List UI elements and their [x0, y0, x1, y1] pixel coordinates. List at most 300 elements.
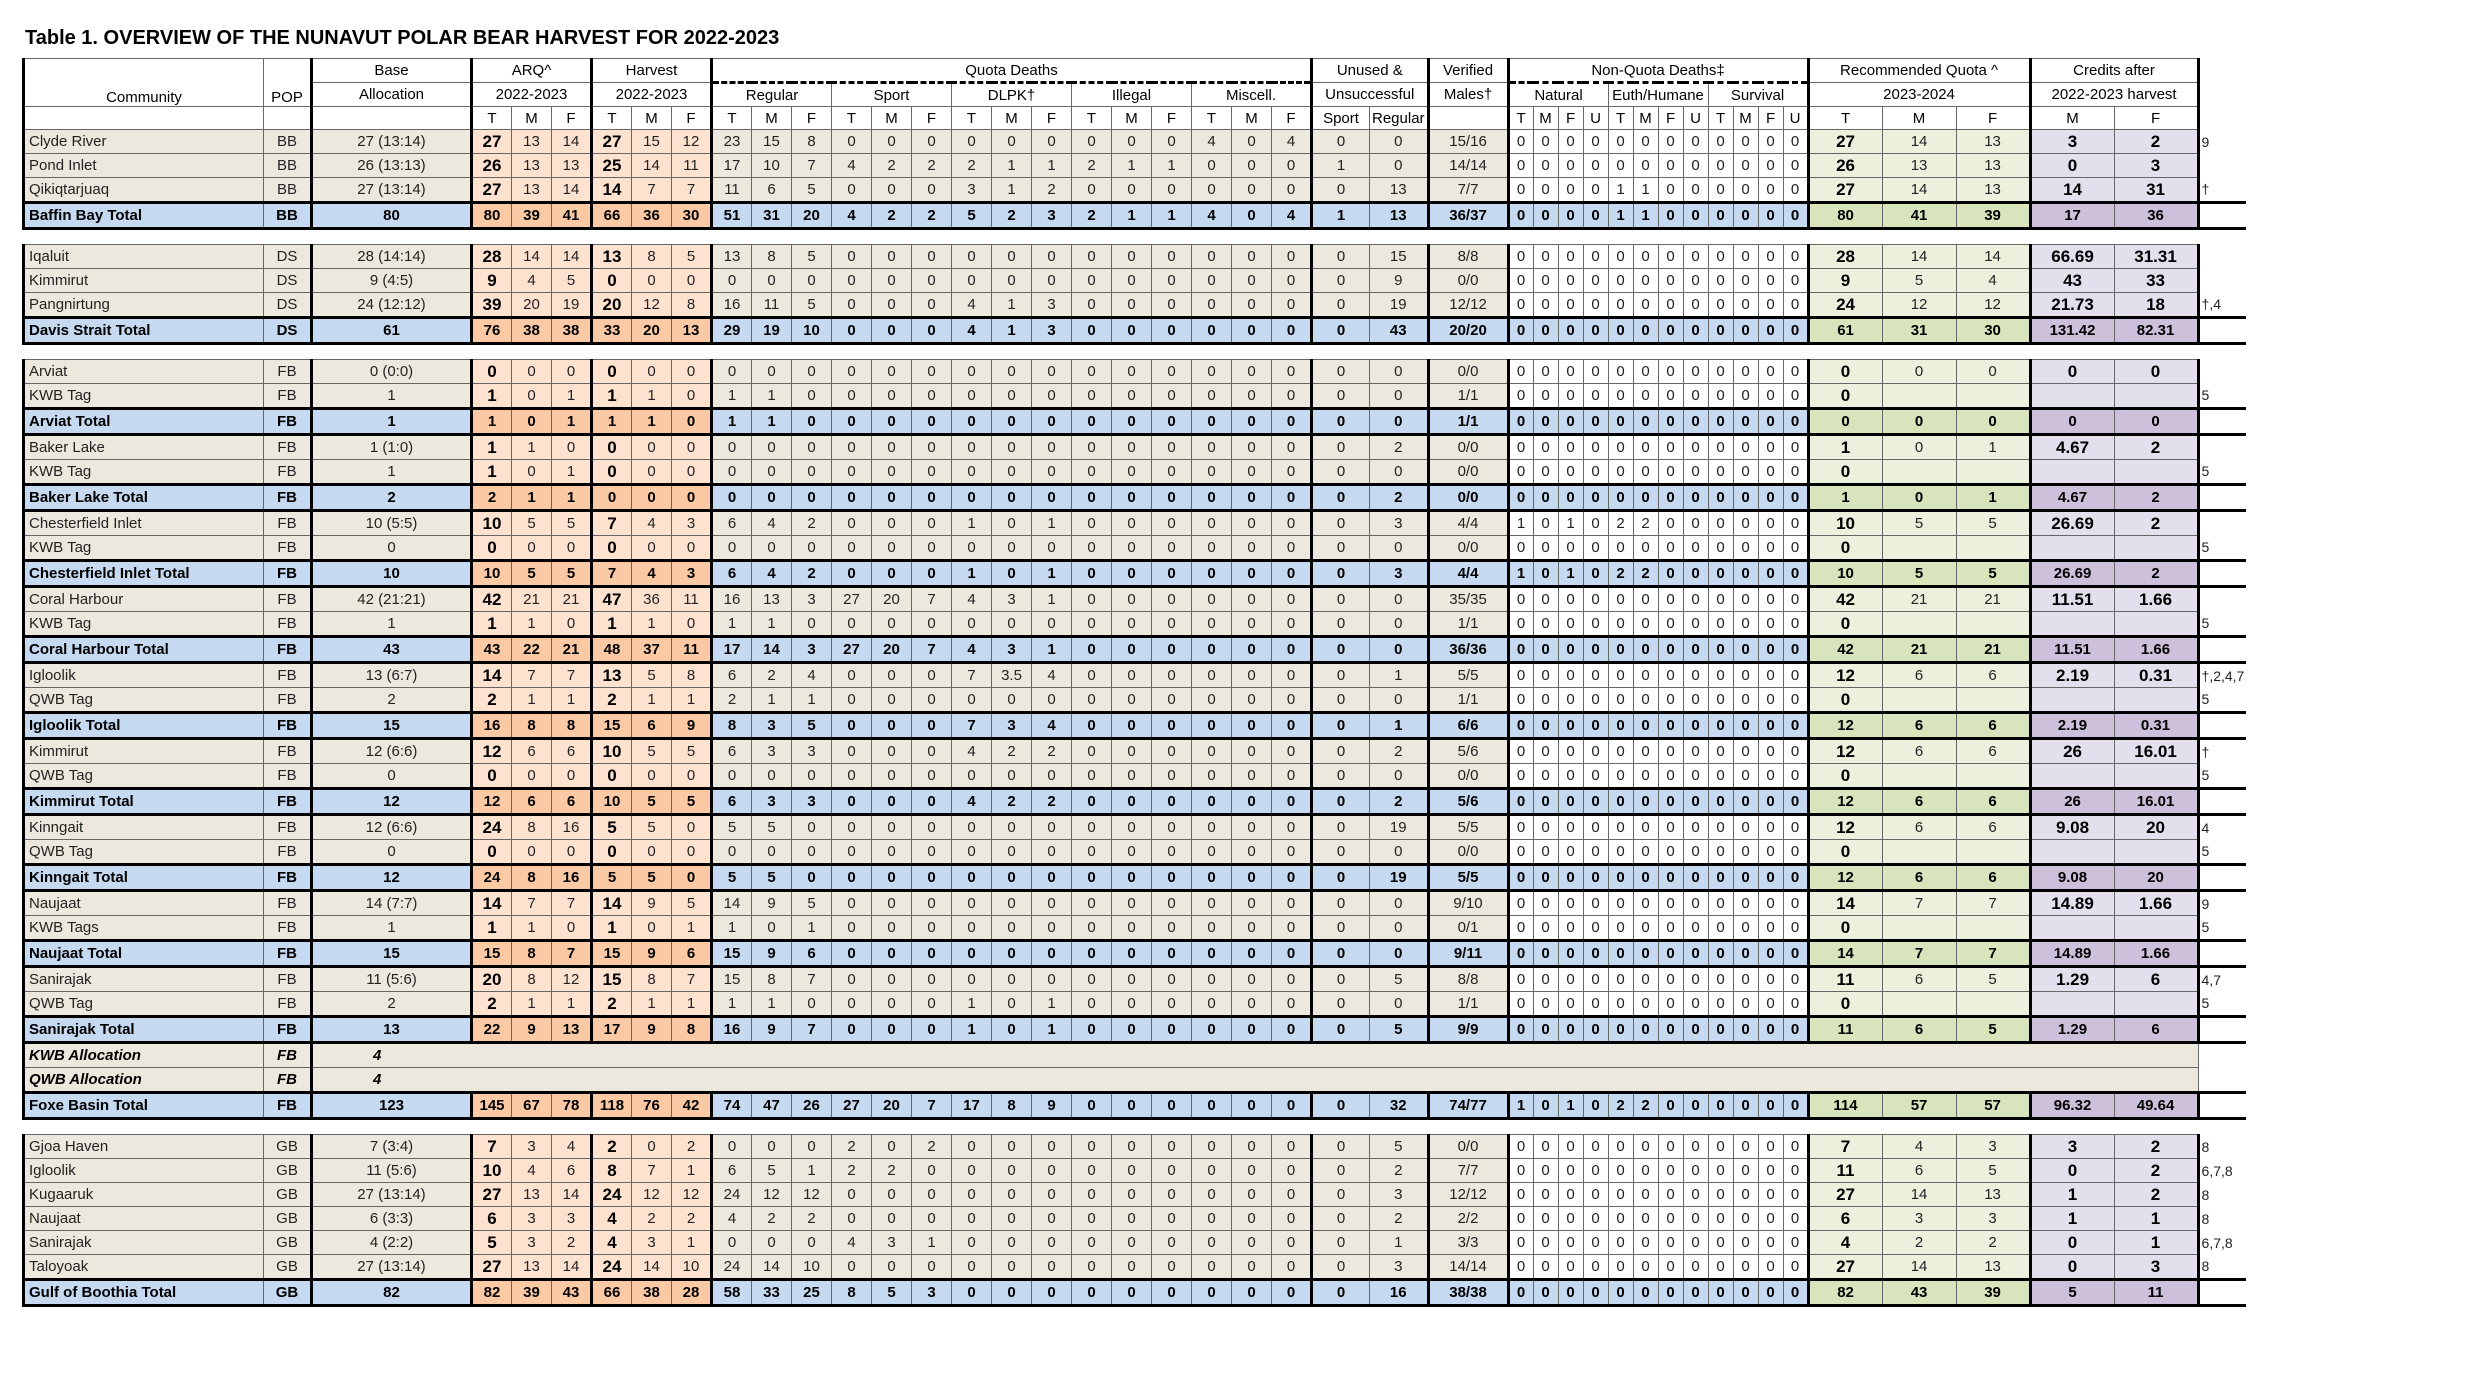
value-cell: 0 [1072, 130, 1112, 154]
value-cell: 0 [1533, 789, 1558, 815]
subheader-cell: F [1152, 107, 1192, 130]
value-cell: 8/8 [1428, 245, 1508, 269]
value-cell: 0 [1708, 130, 1733, 154]
value-cell: 0 [1312, 688, 1370, 713]
value-cell: 12 [792, 1183, 832, 1207]
value-cell: 0 [1783, 967, 1808, 992]
value-cell: 0 [872, 245, 912, 269]
value-cell: 16 [712, 587, 752, 612]
value-cell: 24 (12:12) [312, 293, 472, 318]
value-cell: 6 [472, 1207, 512, 1231]
value-cell: 0 [1783, 536, 1808, 561]
value-cell: 15 [1370, 245, 1429, 269]
value-cell: 4 [1032, 663, 1072, 688]
value-cell: 0 [1152, 384, 1192, 409]
value-cell: 0 [1152, 1159, 1192, 1183]
community-row [24, 1207, 2247, 1231]
value-cell: 0 [1072, 612, 1112, 637]
value-cell: 9/9 [1428, 1017, 1508, 1043]
pop-cell: GB [264, 1255, 312, 1280]
total-row [24, 561, 2247, 587]
value-cell: 0 [1783, 865, 1808, 891]
value-cell: 12 [1808, 865, 1882, 891]
value-cell: 0 [1533, 269, 1558, 293]
value-cell: 0 [1032, 891, 1072, 916]
value-cell: 2 [2114, 1159, 2198, 1183]
value-cell [1956, 612, 2030, 637]
footnote-ref: †,4 [2198, 293, 2246, 318]
footnote-ref [2198, 1093, 2246, 1119]
value-cell: 0 [1633, 992, 1658, 1017]
value-cell: 0 [1192, 293, 1232, 318]
value-cell: 7 [792, 967, 832, 992]
value-cell: 4 [952, 587, 992, 612]
value-cell: 36 [2114, 203, 2198, 229]
value-cell: 0 [1152, 967, 1192, 992]
value-cell: 2 [1072, 154, 1112, 178]
value-cell: 0 [1072, 1093, 1112, 1119]
value-cell: 27 [832, 587, 872, 612]
value-cell: 0 [1608, 1280, 1633, 1306]
value-cell: 4.67 [2030, 485, 2114, 511]
value-cell: 0 [872, 612, 912, 637]
value-cell: 0 [1192, 536, 1232, 561]
value-cell: 31.31 [2114, 245, 2198, 269]
value-cell: 0 [1733, 637, 1758, 663]
value-cell: 0 [1658, 764, 1683, 789]
value-cell: 0 [1658, 789, 1683, 815]
value-cell: 0 [1808, 916, 1882, 941]
value-cell: 0 [1312, 840, 1370, 865]
value-cell: 0 [752, 435, 792, 460]
value-cell: 0 [992, 511, 1032, 536]
value-cell: 0 [1558, 992, 1583, 1017]
value-cell: 0 [1533, 815, 1558, 840]
value-cell: 0 [1112, 1207, 1152, 1231]
value-cell: 6 [1882, 865, 1956, 891]
value-cell: 3 [752, 713, 792, 739]
pop-cell: FB [264, 713, 312, 739]
pop-cell: FB [264, 815, 312, 840]
value-cell: 0 [1152, 293, 1192, 318]
value-cell: 0/0 [1428, 485, 1508, 511]
value-cell: 0 [1508, 1183, 1533, 1207]
value-cell: 0 [1508, 536, 1533, 561]
header-illegal: Illegal [1072, 83, 1192, 107]
pop-cell: FB [264, 865, 312, 891]
value-cell: 1 [1032, 992, 1072, 1017]
value-cell: 1 [312, 612, 472, 637]
value-cell: 43 [472, 637, 512, 663]
value-cell: 5 [1370, 967, 1429, 992]
value-cell: 0 [1533, 384, 1558, 409]
value-cell: 0 [1758, 1159, 1783, 1183]
value-cell: 15 [752, 130, 792, 154]
value-cell: 0 [792, 992, 832, 1017]
value-cell: 0 [672, 612, 712, 637]
value-cell [2030, 536, 2114, 561]
value-cell [1956, 840, 2030, 865]
value-cell: 0 [1272, 269, 1312, 293]
value-cell: 0 [1232, 178, 1272, 203]
value-cell: 0 [992, 992, 1032, 1017]
value-cell: 0 [1783, 384, 1808, 409]
value-cell: 0 [1112, 384, 1152, 409]
value-cell: 27 [592, 130, 632, 154]
value-cell: 0 [1783, 511, 1808, 536]
pop-cell: BB [264, 154, 312, 178]
value-cell: 0 [1708, 967, 1733, 992]
value-cell: 1 [1633, 203, 1658, 229]
value-cell: 0 [1032, 865, 1072, 891]
value-cell: 0 [1633, 764, 1658, 789]
value-cell: 1 [672, 992, 712, 1017]
value-cell [1882, 536, 1956, 561]
value-cell: 26 (13:13) [312, 154, 472, 178]
value-cell: 0 [632, 269, 672, 293]
value-cell: 0 [832, 992, 872, 1017]
value-cell: 0 [1192, 435, 1232, 460]
value-cell: 13 [752, 587, 792, 612]
community-name: Clyde River [24, 130, 264, 154]
value-cell: 42 [472, 587, 512, 612]
value-cell: 1 [752, 992, 792, 1017]
footnote-ref [2198, 789, 2246, 815]
value-cell: 6 [672, 941, 712, 967]
value-cell: 4 [1192, 203, 1232, 229]
community-name: Naujaat Total [24, 941, 264, 967]
value-cell: 0 [472, 764, 512, 789]
value-cell: 0 [472, 536, 512, 561]
value-cell: 0 [472, 840, 512, 865]
value-cell: 0 [1583, 269, 1608, 293]
value-cell: 0 [1112, 891, 1152, 916]
value-cell: 0 [1232, 1255, 1272, 1280]
pop-cell: FB [264, 637, 312, 663]
value-cell: 13 [512, 130, 552, 154]
value-cell: 0 [1072, 1017, 1112, 1043]
value-cell: 43 [312, 637, 472, 663]
value-cell: 0 [992, 688, 1032, 713]
value-cell: 0 [1152, 739, 1192, 764]
value-cell: 1 [992, 178, 1032, 203]
value-cell: 0 [992, 1135, 1032, 1159]
value-cell: 0 [1683, 992, 1708, 1017]
value-cell: 0 [952, 815, 992, 840]
value-cell: 0 [1533, 460, 1558, 485]
value-cell: 0 [1312, 460, 1370, 485]
value-cell: 0 [1708, 318, 1733, 344]
community-name: Coral Harbour [24, 587, 264, 612]
value-cell: 0 [952, 1255, 992, 1280]
value-cell: 74 [712, 1093, 752, 1119]
value-cell: 0 [1112, 1093, 1152, 1119]
community-row [24, 612, 2247, 637]
value-cell: 0 [1508, 815, 1533, 840]
value-cell: 0 [1508, 865, 1533, 891]
value-cell: 0 [832, 460, 872, 485]
value-cell: 0 [1533, 587, 1558, 612]
value-cell: 0 [1733, 815, 1758, 840]
value-cell: 21 [512, 587, 552, 612]
value-cell: 0 [1608, 637, 1633, 663]
value-cell: 0 [1658, 840, 1683, 865]
value-cell: 3 [2114, 154, 2198, 178]
value-cell: 0 [672, 435, 712, 460]
value-cell: 0 [1608, 435, 1633, 460]
value-cell: 13 [552, 1017, 592, 1043]
value-cell [1956, 460, 2030, 485]
value-cell: 0 [1508, 1207, 1533, 1231]
value-cell: 11.51 [2030, 637, 2114, 663]
value-cell: 0 [1758, 587, 1783, 612]
value-cell: 0 [1112, 409, 1152, 435]
value-cell: 0 [1508, 713, 1533, 739]
value-cell: 7 [1956, 891, 2030, 916]
value-cell: 0 [632, 916, 672, 941]
value-cell: 9 [1370, 269, 1429, 293]
value-cell: 0 [1370, 992, 1429, 1017]
footnote-ref: 6,7,8 [2198, 1231, 2246, 1255]
value-cell: 0 [1272, 663, 1312, 688]
value-cell: 0 [1783, 815, 1808, 840]
value-cell: 0 [1192, 154, 1232, 178]
footnote-ref [2198, 865, 2246, 891]
value-cell: 0 [1708, 1183, 1733, 1207]
value-cell: 0/0 [1428, 360, 1508, 384]
value-cell: 0 [1733, 1255, 1758, 1280]
value-cell: 13 [512, 178, 552, 203]
value-cell: 0 [1152, 245, 1192, 269]
value-cell: 19 [752, 318, 792, 344]
value-cell: 0 [912, 409, 952, 435]
value-cell: 2 [752, 663, 792, 688]
value-cell: 6 [2114, 967, 2198, 992]
value-cell: 0 [1533, 536, 1558, 561]
value-cell: 0 [1112, 916, 1152, 941]
value-cell: 0 [1758, 1231, 1783, 1255]
value-cell [2030, 764, 2114, 789]
value-cell: 0 [832, 1207, 872, 1231]
value-cell: 0 [1192, 1135, 1232, 1159]
header-euth: Euth/Humane [1608, 83, 1708, 107]
value-cell: 0 [912, 269, 952, 293]
value-cell: 9 [672, 713, 712, 739]
value-cell: 78 [552, 1093, 592, 1119]
value-cell: 6 [1808, 1207, 1882, 1231]
value-cell: 5 [712, 865, 752, 891]
value-cell: 0 [1072, 840, 1112, 865]
value-cell: 0 [1232, 1093, 1272, 1119]
value-cell: 2 [912, 203, 952, 229]
value-cell: 2 [1032, 739, 1072, 764]
value-cell: 0 [1370, 916, 1429, 941]
value-cell: 0 [1032, 1255, 1072, 1280]
value-cell: 80 [1808, 203, 1882, 229]
value-cell: 0 [1733, 245, 1758, 269]
value-cell: 2 [2114, 130, 2198, 154]
value-cell: 0 [1583, 688, 1608, 713]
community-name: Davis Strait Total [24, 318, 264, 344]
subheader-cell [24, 107, 264, 130]
value-cell: 4 [952, 739, 992, 764]
value-cell: 24 [592, 1183, 632, 1207]
value-cell: 14 [752, 1255, 792, 1280]
value-cell: 0 [1758, 637, 1783, 663]
pop-cell: BB [264, 130, 312, 154]
value-cell: 12 [1808, 789, 1882, 815]
value-cell: 0 [1272, 460, 1312, 485]
value-cell: 0 [1608, 536, 1633, 561]
value-cell: 0 [1783, 1135, 1808, 1159]
value-cell: 7 [952, 713, 992, 739]
community-name: Igloolik [24, 1159, 264, 1183]
value-cell: 6 [1956, 865, 2030, 891]
value-cell: 0 [872, 435, 912, 460]
value-cell: 0 [1733, 764, 1758, 789]
value-cell: 0 [1192, 840, 1232, 865]
value-cell: 0 [1152, 409, 1192, 435]
value-cell: 36 [632, 587, 672, 612]
value-cell: 13 [1370, 203, 1429, 229]
header-quota-deaths: Quota Deaths [712, 59, 1312, 83]
community-name: Baker Lake Total [24, 485, 264, 511]
value-cell: 1 [632, 384, 672, 409]
community-row [24, 269, 2247, 293]
value-cell: 6/6 [1428, 713, 1508, 739]
value-cell: 0 [1272, 967, 1312, 992]
value-cell: 0 [872, 688, 912, 713]
total-row [24, 713, 2247, 739]
value-cell: 5 [672, 891, 712, 916]
value-cell [2030, 992, 2114, 1017]
value-cell: 1 [552, 992, 592, 1017]
value-cell: 0 [1808, 409, 1882, 435]
allocation-value: 4 [312, 1068, 2199, 1093]
value-cell: 0 [1583, 815, 1608, 840]
value-cell: 6 [512, 739, 552, 764]
value-cell: 0 [992, 460, 1032, 485]
value-cell: 0 [1533, 891, 1558, 916]
value-cell: 0 [1633, 1280, 1658, 1306]
value-cell: 0 [1708, 536, 1733, 561]
community-row [24, 460, 2247, 485]
value-cell: 0 [1312, 789, 1370, 815]
value-cell: 0 [1533, 992, 1558, 1017]
value-cell: 0 [1192, 916, 1232, 941]
value-cell: 2 [2114, 435, 2198, 460]
value-cell: 1 [912, 1231, 952, 1255]
value-cell: 0 [1272, 891, 1312, 916]
value-cell: 0 [1708, 612, 1733, 637]
value-cell: 5 [1882, 511, 1956, 536]
value-cell: 0 [1032, 1135, 1072, 1159]
value-cell: 0 [1583, 1017, 1608, 1043]
value-cell: 0 [2030, 1255, 2114, 1280]
value-cell: 0 [1152, 789, 1192, 815]
value-cell: 0 [872, 1183, 912, 1207]
value-cell: 57 [1882, 1093, 1956, 1119]
value-cell: 0 [1633, 1159, 1658, 1183]
value-cell: 0 [1032, 1231, 1072, 1255]
value-cell: 0 [1152, 318, 1192, 344]
value-cell: 0 [1558, 967, 1583, 992]
value-cell: 0 [1232, 511, 1272, 536]
value-cell: 0 [1272, 1255, 1312, 1280]
value-cell: 0 [552, 916, 592, 941]
value-cell: 9/11 [1428, 941, 1508, 967]
value-cell: 20 [2114, 865, 2198, 891]
value-cell: 1 [2114, 1207, 2198, 1231]
value-cell: 0 [1312, 612, 1370, 637]
value-cell [2114, 840, 2198, 865]
value-cell: 12 [672, 1183, 712, 1207]
value-cell: 39 [472, 293, 512, 318]
footnote-ref: 4 [2198, 815, 2246, 840]
value-cell: 0 [832, 485, 872, 511]
pop-cell: FB [264, 561, 312, 587]
value-cell: 8 [512, 865, 552, 891]
value-cell: 24 [472, 865, 512, 891]
value-cell: 0 [992, 916, 1032, 941]
value-cell: 4 [712, 1207, 752, 1231]
value-cell: 3/3 [1428, 1231, 1508, 1255]
value-cell: 0 [1708, 1280, 1733, 1306]
value-cell: 10 [472, 511, 512, 536]
value-cell: 42 [672, 1093, 712, 1119]
value-cell: 14 [512, 245, 552, 269]
value-cell: 0 [1783, 941, 1808, 967]
value-cell: 0 [1633, 318, 1658, 344]
value-cell: 0 [1633, 485, 1658, 511]
value-cell: 0 [1508, 130, 1533, 154]
value-cell: 0 [752, 360, 792, 384]
community-row [24, 435, 2247, 460]
value-cell: 0 [912, 1159, 952, 1183]
value-cell: 0 [1272, 561, 1312, 587]
value-cell: 0 [1032, 764, 1072, 789]
value-cell: 14 [712, 891, 752, 916]
value-cell: 0 [1708, 1093, 1733, 1119]
value-cell: 0 [1112, 1135, 1152, 1159]
value-cell: 16 [1370, 1280, 1429, 1306]
value-cell: 2 [1370, 1159, 1429, 1183]
value-cell: 0 [1608, 713, 1633, 739]
value-cell: 0 [1558, 941, 1583, 967]
value-cell: 0 [632, 485, 672, 511]
value-cell: 26 [1808, 154, 1882, 178]
value-cell: 0 [1733, 360, 1758, 384]
value-cell: 20/20 [1428, 318, 1508, 344]
value-cell: 0 [872, 663, 912, 688]
value-cell: 26 [2030, 739, 2114, 764]
value-cell: 8 [672, 293, 712, 318]
value-cell: 0 [1708, 1207, 1733, 1231]
value-cell: 27 [1808, 1255, 1882, 1280]
value-cell: 0 [1072, 485, 1112, 511]
value-cell: 0/0 [1428, 269, 1508, 293]
value-cell: 2 [1370, 789, 1429, 815]
community-name: Kinngait [24, 815, 264, 840]
subheader-cell: U [1783, 107, 1808, 130]
total-row [24, 1093, 2247, 1119]
value-cell: 0 [1733, 1231, 1758, 1255]
value-cell: 20 [872, 587, 912, 612]
value-cell: 2 [832, 1159, 872, 1183]
value-cell: 2 [992, 203, 1032, 229]
value-cell: 0 [1633, 269, 1658, 293]
value-cell: 6 [1956, 789, 2030, 815]
